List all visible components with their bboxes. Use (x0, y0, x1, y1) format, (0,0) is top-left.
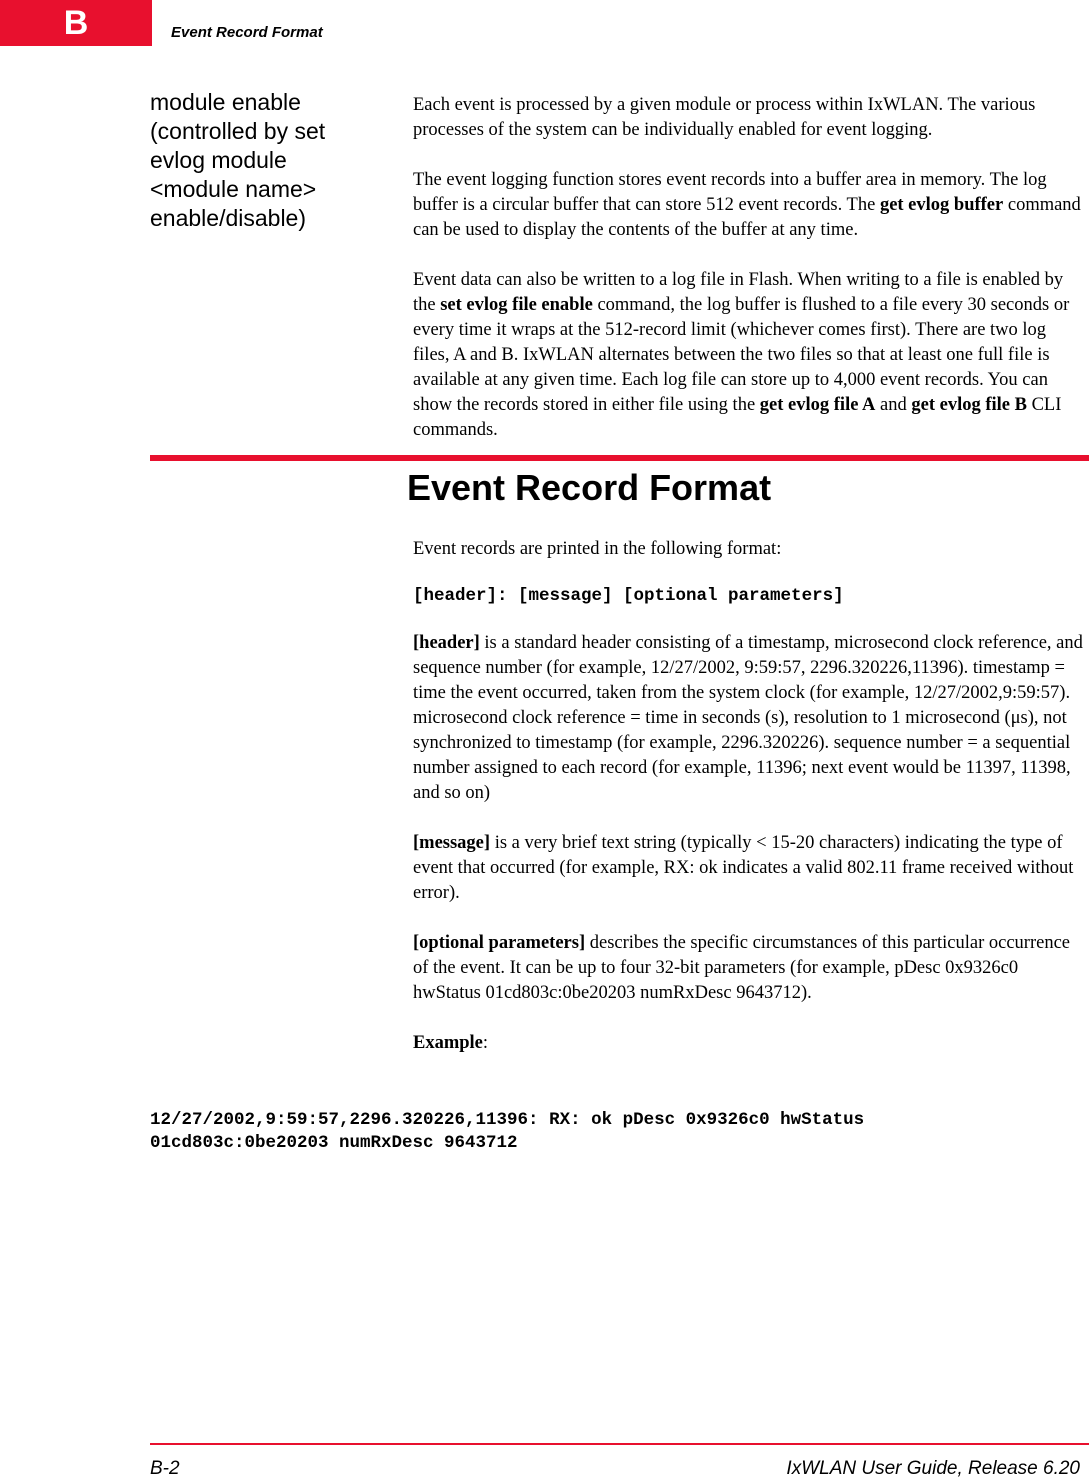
example-code-block (150, 1109, 1080, 1155)
command-name: get evlog buffer (879, 195, 1004, 215)
text-run: The event logging function stores event records into a buffer area in memory. The log buffer is a circular buffer that can store 512 event records. The (413, 170, 1047, 215)
section-text (413, 537, 1085, 1056)
message-definition (413, 831, 1085, 906)
text-run: is a very brief text string (typically < 15-20 characters) indicating the type of event that occurred (for example, RX: ok indicates a valid 802.11 frame received without error). (413, 833, 1074, 903)
side-label-line: evlog module (150, 147, 287, 173)
section-title: Event Record Format (407, 467, 772, 508)
header-definition (413, 631, 1085, 806)
term-header: [header] (413, 633, 480, 653)
example-label-text: Example (413, 1033, 483, 1053)
footer-divider (150, 1443, 1089, 1445)
example-label (413, 1031, 1085, 1056)
appendix-tab: B (0, 0, 152, 46)
text-run: Event data can also be written to a log file in Flash. When writing to a file is enabled by the (413, 270, 1064, 315)
running-header-title: Event Record Format (171, 24, 323, 41)
document-title: IxWLAN User Guide, Release 6.20 (786, 1458, 1080, 1479)
text-run: command, the log buffer is flushed to a file every 30 seconds or every time it wraps at the 512-record limit (whichever comes first). There are two log files, A and B. IxWLAN alternates between the two files so that at least one full file is available at any given time. Each log file can store up to 4,000 event records. You can show the records stored in either file using the (413, 295, 1070, 415)
side-label-line: <module name> (150, 176, 317, 202)
side-label-line: (controlled by set (150, 118, 326, 144)
command-name: set evlog file enable (440, 295, 593, 315)
code-line: 01cd803c:0be20203 numRxDesc 9643712 (150, 1133, 518, 1153)
text-run: command can be used to display the contents of the buffer at any time. (413, 195, 1081, 240)
section-divider (150, 455, 1089, 461)
side-label-line: enable/disable) (150, 205, 307, 231)
term-message: [message] (413, 833, 491, 853)
page-number: B-2 (150, 1458, 180, 1479)
intro-paragraph-3 (413, 268, 1085, 443)
command-name: get evlog file B (911, 395, 1027, 415)
code-line: 12/27/2002,9:59:57,2296.320226,11396: RX: ok pDesc 0x9326c0 hwStatus (150, 1110, 865, 1130)
term-optional-parameters: [optional parameters] (413, 933, 586, 953)
text-run: describes the specific circumstances of this particular occurrence of the event. It can be up to four 32-bit parameters (for example, pDesc 0x9326c0 hwStatus 01cd803c:0be20203 numRxDesc 9643712). (413, 933, 1071, 1003)
text-run: and (875, 395, 912, 415)
intro-paragraph-1: Each event is processed by a given module or process within IxWLAN. The various processes of the system can be individually enabled for event logging. (413, 95, 1036, 140)
text-run: CLI commands. (413, 395, 1062, 440)
side-label (150, 88, 380, 233)
side-label-line: module enable (150, 89, 301, 115)
format-line: [header]: [message] [optional parameters] (413, 586, 844, 606)
intro-paragraph-2 (413, 168, 1085, 243)
text-run: : (482, 1033, 489, 1053)
intro-text (413, 93, 1085, 443)
command-name: get evlog file A (759, 395, 876, 415)
optional-definition (413, 931, 1085, 1006)
text-run: is a standard header consisting of a timestamp, microsecond clock reference, and sequence number (for example, 12/27/2002, 9:59:57, 2296.320226,11396). timestamp = time the event occurred, taken from the system clock (for example, 12/27/2002,9:59:57). microsecond clock reference = time in seconds (s), resolution to 1 microsecond (μs), not synchronized to timestamp (for example, 2296.320226). sequence number = a sequential number assigned to each record (for example, 11396; next event would be 11397, 11398, and so on) (413, 633, 1083, 803)
section-paragraph-intro: Event records are printed in the following format: (413, 539, 782, 559)
